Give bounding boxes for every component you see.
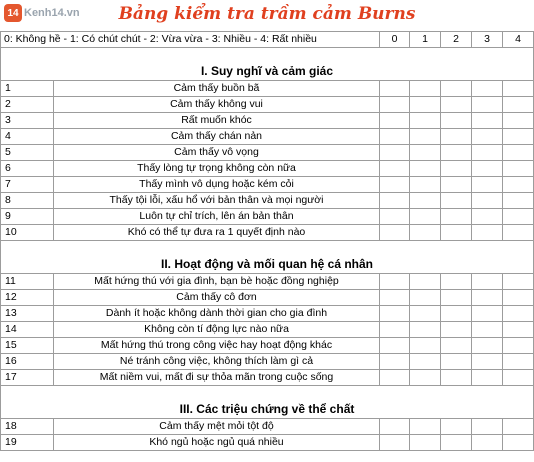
score-cell-2[interactable]	[441, 209, 472, 225]
score-cell-4[interactable]	[503, 306, 534, 322]
score-cell-2[interactable]	[441, 81, 472, 97]
item-number: 6	[1, 161, 54, 177]
score-cell-4[interactable]	[503, 290, 534, 306]
score-cell-3[interactable]	[472, 435, 503, 451]
logo-text: Kenh14.vn	[24, 7, 80, 19]
checklist-item-row	[1, 370, 534, 386]
score-cell-2[interactable]	[441, 145, 472, 161]
score-cell-3[interactable]	[472, 177, 503, 193]
score-cell-0[interactable]	[380, 209, 410, 225]
score-cell-1[interactable]	[410, 274, 441, 290]
scale-header-1: 1	[410, 32, 441, 48]
checklist-item-row	[1, 435, 534, 451]
section-heading-row	[1, 255, 534, 274]
checklist-item-row	[1, 322, 534, 338]
item-text: Thấy tội lỗi, xấu hổ với bản thân và mọi người	[54, 193, 380, 209]
item-number: 3	[1, 113, 54, 129]
section-heading-row	[1, 62, 534, 81]
checklist-item-row	[1, 419, 534, 435]
item-text: Mất hứng thú trong công việc hay hoạt động khác	[54, 338, 380, 354]
spacer-cell	[1, 241, 534, 256]
score-cell-0[interactable]	[380, 370, 410, 386]
score-cell-2[interactable]	[441, 193, 472, 209]
score-cell-0[interactable]	[380, 193, 410, 209]
item-text: Cảm thấy cô đơn	[54, 290, 380, 306]
score-cell-1[interactable]	[410, 338, 441, 354]
scale-header-0: 0	[380, 32, 410, 48]
score-cell-1[interactable]	[410, 177, 441, 193]
score-cell-2[interactable]	[441, 306, 472, 322]
checklist-item-row	[1, 338, 534, 354]
item-text: Khó có thể tự đưa ra 1 quyết định nào	[54, 225, 380, 241]
item-text: Cảm thấy buồn bã	[54, 81, 380, 97]
checklist-item-row	[1, 306, 534, 322]
score-cell-4[interactable]	[503, 322, 534, 338]
item-number: 18	[1, 419, 54, 435]
score-cell-3[interactable]	[472, 209, 503, 225]
score-cell-2[interactable]	[441, 113, 472, 129]
score-cell-1[interactable]	[410, 225, 441, 241]
score-cell-0[interactable]	[380, 290, 410, 306]
score-cell-4[interactable]	[503, 97, 534, 113]
score-cell-0[interactable]	[380, 81, 410, 97]
checklist-item-row	[1, 354, 534, 370]
item-number: 2	[1, 97, 54, 113]
score-cell-3[interactable]	[472, 338, 503, 354]
checklist-item-row	[1, 113, 534, 129]
score-cell-0[interactable]	[380, 177, 410, 193]
score-cell-1[interactable]	[410, 322, 441, 338]
score-cell-0[interactable]	[380, 145, 410, 161]
item-text: Dành ít hoặc không dành thời gian cho gia đình	[54, 306, 380, 322]
item-number: 19	[1, 435, 54, 451]
score-cell-3[interactable]	[472, 354, 503, 370]
score-cell-1[interactable]	[410, 193, 441, 209]
score-cell-1[interactable]	[410, 97, 441, 113]
score-cell-3[interactable]	[472, 370, 503, 386]
score-cell-2[interactable]	[441, 129, 472, 145]
score-cell-3[interactable]	[472, 306, 503, 322]
checklist-item-row	[1, 193, 534, 209]
document-title: Bảng kiểm tra trầm cảm Burns	[118, 4, 416, 24]
score-cell-3[interactable]	[472, 145, 503, 161]
section-heading-row	[1, 400, 534, 419]
score-cell-4[interactable]	[503, 419, 534, 435]
item-number: 12	[1, 290, 54, 306]
item-number: 11	[1, 274, 54, 290]
logo-badge: 14	[4, 4, 22, 22]
checklist-item-row	[1, 274, 534, 290]
checklist-item-row	[1, 209, 534, 225]
score-cell-0[interactable]	[380, 113, 410, 129]
score-cell-0[interactable]	[380, 338, 410, 354]
score-cell-2[interactable]	[441, 225, 472, 241]
section-heading: III. Các triệu chứng về thể chất	[1, 400, 534, 419]
score-cell-0[interactable]	[380, 435, 410, 451]
spacer-cell	[1, 386, 534, 401]
checklist-item-row	[1, 225, 534, 241]
score-cell-4[interactable]	[503, 274, 534, 290]
score-cell-2[interactable]	[441, 322, 472, 338]
scale-header-2: 2	[441, 32, 472, 48]
legend-row	[1, 32, 534, 48]
score-cell-4[interactable]	[503, 354, 534, 370]
header	[0, 0, 534, 31]
score-cell-3[interactable]	[472, 322, 503, 338]
scale-header-3: 3	[472, 32, 503, 48]
checklist-item-row	[1, 161, 534, 177]
score-cell-0[interactable]	[380, 97, 410, 113]
score-cell-4[interactable]	[503, 145, 534, 161]
score-cell-0[interactable]	[380, 225, 410, 241]
checklist-item-row	[1, 129, 534, 145]
score-cell-0[interactable]	[380, 322, 410, 338]
score-cell-4[interactable]	[503, 338, 534, 354]
score-cell-2[interactable]	[441, 419, 472, 435]
item-number: 15	[1, 338, 54, 354]
score-cell-2[interactable]	[441, 354, 472, 370]
item-text: Không còn tí động lực nào nữa	[54, 322, 380, 338]
score-cell-1[interactable]	[410, 354, 441, 370]
score-cell-4[interactable]	[503, 209, 534, 225]
item-number: 13	[1, 306, 54, 322]
score-cell-3[interactable]	[472, 193, 503, 209]
score-cell-4[interactable]	[503, 225, 534, 241]
item-number: 1	[1, 81, 54, 97]
score-cell-1[interactable]	[410, 161, 441, 177]
item-text: Thấy lòng tự trọng không còn nữa	[54, 161, 380, 177]
score-cell-1[interactable]	[410, 81, 441, 97]
score-cell-2[interactable]	[441, 161, 472, 177]
score-cell-0[interactable]	[380, 354, 410, 370]
item-number: 7	[1, 177, 54, 193]
checklist-item-row	[1, 81, 534, 97]
section-spacer	[1, 48, 534, 63]
item-number: 17	[1, 370, 54, 386]
section-heading: II. Hoạt động và mối quan hệ cá nhân	[1, 255, 534, 274]
item-text: Cảm thấy mệt mỏi tột độ	[54, 419, 380, 435]
score-cell-1[interactable]	[410, 370, 441, 386]
item-number: 10	[1, 225, 54, 241]
score-cell-2[interactable]	[441, 97, 472, 113]
score-cell-1[interactable]	[410, 419, 441, 435]
scale-legend: 0: Không hề - 1: Có chút chút - 2: Vừa vừa - 3: Nhiều - 4: Rất nhiều	[1, 32, 380, 48]
item-number: 5	[1, 145, 54, 161]
score-cell-4[interactable]	[503, 113, 534, 129]
score-cell-2[interactable]	[441, 274, 472, 290]
score-cell-4[interactable]	[503, 161, 534, 177]
section-heading: I. Suy nghĩ và cảm giác	[1, 62, 534, 81]
burns-checklist-table	[0, 31, 534, 451]
score-cell-0[interactable]	[380, 274, 410, 290]
item-text: Khó ngủ hoặc ngủ quá nhiều	[54, 435, 380, 451]
score-cell-1[interactable]	[410, 435, 441, 451]
score-cell-2[interactable]	[441, 435, 472, 451]
item-number: 4	[1, 129, 54, 145]
score-cell-4[interactable]	[503, 81, 534, 97]
item-text: Cảm thấy chán nản	[54, 129, 380, 145]
score-cell-2[interactable]	[441, 338, 472, 354]
item-number: 16	[1, 354, 54, 370]
item-number: 9	[1, 209, 54, 225]
score-cell-3[interactable]	[472, 161, 503, 177]
score-cell-1[interactable]	[410, 145, 441, 161]
scale-header-4: 4	[503, 32, 534, 48]
section-spacer	[1, 241, 534, 256]
score-cell-3[interactable]	[472, 290, 503, 306]
checklist-item-row	[1, 145, 534, 161]
section-spacer	[1, 386, 534, 401]
score-cell-0[interactable]	[380, 306, 410, 322]
score-cell-3[interactable]	[472, 274, 503, 290]
score-cell-4[interactable]	[503, 370, 534, 386]
score-cell-3[interactable]	[472, 129, 503, 145]
score-cell-3[interactable]	[472, 113, 503, 129]
score-cell-3[interactable]	[472, 97, 503, 113]
score-cell-0[interactable]	[380, 161, 410, 177]
spacer-cell	[1, 48, 534, 63]
score-cell-1[interactable]	[410, 129, 441, 145]
item-number: 8	[1, 193, 54, 209]
score-cell-2[interactable]	[441, 370, 472, 386]
item-text: Luôn tự chỉ trích, lên án bản thân	[54, 209, 380, 225]
score-cell-3[interactable]	[472, 419, 503, 435]
score-cell-2[interactable]	[441, 177, 472, 193]
score-cell-3[interactable]	[472, 225, 503, 241]
checklist-item-row	[1, 290, 534, 306]
item-text: Rất muốn khóc	[54, 113, 380, 129]
checklist-item-row	[1, 177, 534, 193]
item-text: Mất niềm vui, mất đi sự thỏa mãn trong cuộc sống	[54, 370, 380, 386]
score-cell-4[interactable]	[503, 177, 534, 193]
item-text: Cảm thấy vô vọng	[54, 145, 380, 161]
item-text: Cảm thấy không vui	[54, 97, 380, 113]
score-cell-1[interactable]	[410, 113, 441, 129]
item-text: Né tránh công việc, không thích làm gì cả	[54, 354, 380, 370]
score-cell-3[interactable]	[472, 81, 503, 97]
score-cell-1[interactable]	[410, 209, 441, 225]
score-cell-2[interactable]	[441, 290, 472, 306]
item-text: Thấy mình vô dụng hoặc kém cỏi	[54, 177, 380, 193]
score-cell-0[interactable]	[380, 129, 410, 145]
checklist-item-row	[1, 97, 534, 113]
score-cell-4[interactable]	[503, 129, 534, 145]
item-text: Mất hứng thú với gia đình, bạn bè hoặc đồng nghiệp	[54, 274, 380, 290]
score-cell-0[interactable]	[380, 419, 410, 435]
score-cell-1[interactable]	[410, 306, 441, 322]
score-cell-4[interactable]	[503, 193, 534, 209]
score-cell-1[interactable]	[410, 290, 441, 306]
item-number: 14	[1, 322, 54, 338]
score-cell-4[interactable]	[503, 435, 534, 451]
